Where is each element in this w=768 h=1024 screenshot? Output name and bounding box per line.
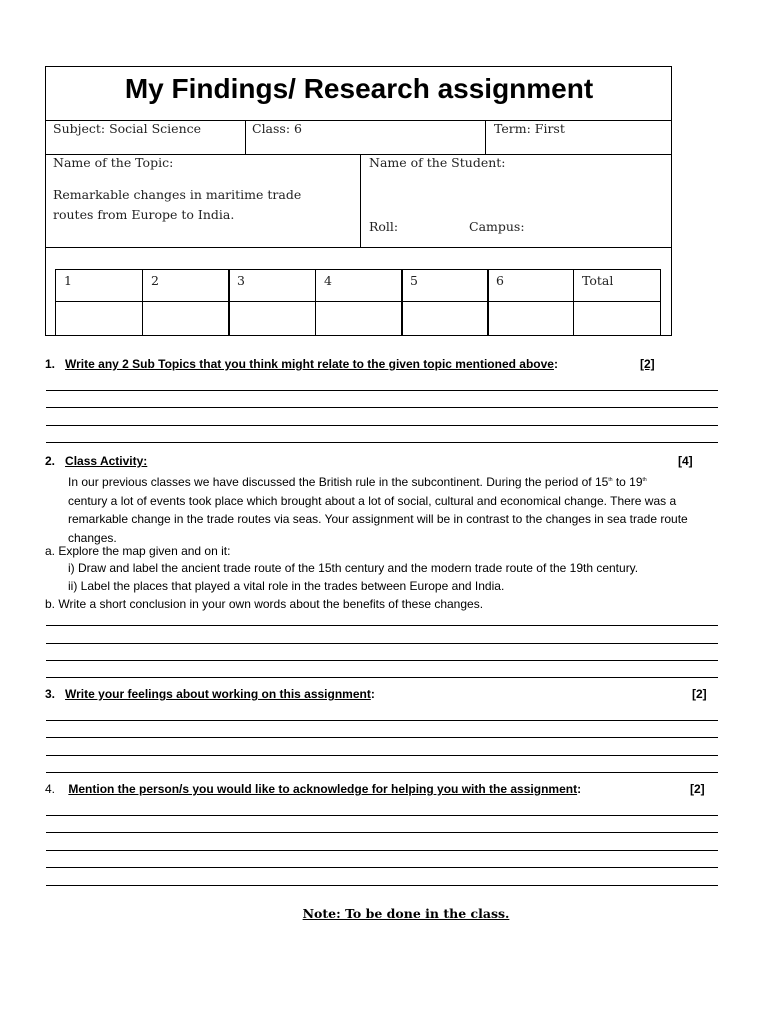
marks-header-cell: 4 [315, 269, 403, 302]
answer-line[interactable] [46, 737, 718, 738]
question-text: Write any 2 Sub Topics that you think might relate to the given topic mentioned above [65, 357, 554, 371]
marks-header-cell: 2 [142, 269, 230, 302]
marks-header-cell-total: Total [573, 269, 661, 302]
question-text: Mention the person/s you would like to acknowledge for helping you with the assignment [68, 782, 578, 796]
marks-entry-cell[interactable] [142, 301, 230, 336]
topic-value-line2: routes from Europe to India. [53, 207, 235, 222]
answer-line[interactable] [46, 885, 718, 886]
answer-line[interactable] [46, 442, 718, 443]
marks-entry-cell[interactable] [228, 301, 316, 336]
row-divider-2 [485, 120, 486, 155]
question-4: 4. Mention the person/s you would like to acknowledge for helping you with the assignment: [45, 782, 582, 796]
marks-entry-cell[interactable] [401, 301, 489, 336]
answer-line[interactable] [46, 660, 718, 661]
question-2-sub-a: a. Explore the map given and on it: [45, 544, 231, 558]
answer-line[interactable] [46, 425, 718, 426]
student-label: Name of the Student: [369, 155, 506, 170]
answer-line[interactable] [46, 755, 718, 756]
marks-entry-cell-total[interactable] [573, 301, 661, 336]
subject-field: Subject: Social Science [53, 121, 202, 136]
campus-label: Campus: [469, 219, 525, 234]
answer-line[interactable] [46, 677, 718, 678]
question-number: 4. [45, 782, 56, 796]
question-number: 3. [45, 687, 56, 701]
question-2-marks: [4] [678, 454, 693, 468]
question-4-marks: [2] [690, 782, 705, 796]
question-2-sub-a-ii: ii) Label the places that played a vital role in the trades between Europe and India. [68, 579, 505, 593]
term-field: Term: First [494, 121, 565, 136]
marks-header-cell: 1 [55, 269, 143, 302]
answer-line[interactable] [46, 832, 718, 833]
answer-line[interactable] [46, 720, 718, 721]
question-1: 1. Write any 2 Sub Topics that you think might relate to the given topic mentioned above: [45, 357, 558, 371]
answer-line[interactable] [46, 815, 718, 816]
question-1-marks: [2] [640, 357, 655, 371]
question-2-sub-b: b. Write a short conclusion in your own words about the benefits of these changes. [45, 597, 484, 611]
question-number: 2. [45, 454, 56, 468]
question-2-sub-a-i: i) Draw and label the ancient trade route of the 15th century and the modern trade route of the 19th century. [68, 561, 639, 575]
class-field: Class: 6 [252, 121, 302, 136]
page-title: My Findings/ Research assignment [124, 73, 594, 104]
answer-line[interactable] [46, 643, 718, 644]
question-number: 1. [45, 357, 56, 371]
marks-header-cell: 3 [228, 269, 316, 302]
question-2 [45, 454, 147, 468]
marks-entry-cell[interactable] [487, 301, 574, 336]
marks-header-cell: 6 [487, 269, 574, 302]
topic-row-divider [360, 154, 361, 247]
answer-line[interactable] [46, 625, 718, 626]
answer-line[interactable] [46, 867, 718, 868]
answer-line[interactable] [46, 772, 718, 773]
marks-entry-cell[interactable] [55, 301, 143, 336]
answer-line[interactable] [46, 407, 718, 408]
question-2-paragraph: In our previous classes we have discussed the British rule in the subcontinent. During the period of 15th to 19th century a lot of events took place which brought about a lot of social, cultural and economical change. There was a remarkable change in the trade routes via seas. Your assignment will be in contrast to the changes in sea trade route changes. [68, 475, 688, 545]
roll-label: Roll: [369, 219, 399, 234]
answer-line[interactable] [46, 850, 718, 851]
marks-entry-cell[interactable] [315, 301, 403, 336]
row-divider-1 [245, 120, 246, 155]
note: Note: To be done in the class. [302, 906, 510, 921]
marks-header-cell: 5 [401, 269, 489, 302]
question-text: Write your feelings about working on this assignment [65, 687, 371, 701]
question-text: Class Activity: [65, 454, 148, 468]
topic-row-bottom [45, 247, 672, 248]
topic-label: Name of the Topic: [53, 155, 174, 170]
topic-value-line1: Remarkable changes in maritime trade [53, 187, 302, 202]
question-3-marks: [2] [692, 687, 707, 701]
answer-line[interactable] [46, 390, 718, 391]
question-3: 3. Write your feelings about working on this assignment: [45, 687, 375, 701]
